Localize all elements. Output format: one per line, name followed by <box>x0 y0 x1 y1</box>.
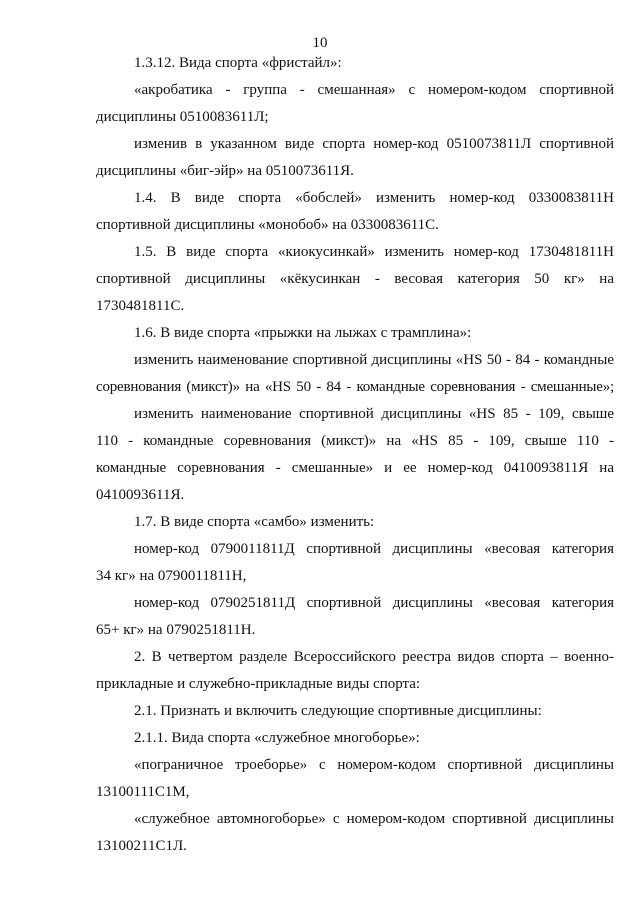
page-number: 10 <box>312 35 328 51</box>
text-line: изменить наименование спортивной дисциплины «HS 85 - 109, свыше <box>134 406 614 422</box>
text-line: 1.3.12. Вида спорта «фристайл»: <box>134 55 342 71</box>
paragraph-1-3-12 <box>96 50 614 77</box>
text-line: изменить наименование спортивной дисциплины «HS 50 - 84 - командные <box>134 352 614 368</box>
text-line: 13100211С1Л. <box>96 838 187 854</box>
text-line: 1.5. В виде спорта «киокусинкай» изменить номер-код 1730481811Н <box>134 244 614 260</box>
document-body <box>96 50 614 860</box>
text-line: спортивной дисциплины «монобоб» на 0330083611С. <box>96 217 439 233</box>
text-line: соревнования (микст)» на «HS 50 - 84 - командные соревнования - смешанные»; <box>96 379 614 395</box>
text-line: 0410093611Я. <box>96 487 185 503</box>
paragraph-sambo-34 <box>96 536 614 590</box>
text-line: дисциплины «биг-эйр» на 0510073611Я. <box>96 163 354 179</box>
text-line: изменив в указанном виде спорта номер-код 0510073811Л спортивной <box>134 136 614 152</box>
paragraph-border-triathlon <box>96 752 614 806</box>
text-line: «акробатика - группа - смешанная» с номером-кодом спортивной <box>134 82 614 98</box>
text-line: 1.6. В виде спорта «прыжки на лыжах с трамплина»: <box>134 325 472 341</box>
text-line: 13100111С1М, <box>96 784 190 800</box>
text-line: спортивной дисциплины «кёкусинкан - весовая категория 50 кг» на <box>96 271 614 287</box>
text-line: 1730481811С. <box>96 298 185 314</box>
paragraph-big-air <box>96 131 614 185</box>
text-line: командные соревнования - смешанные» и ее номер-код 0410093811Я на <box>96 460 614 476</box>
paragraph-2-1 <box>96 698 614 725</box>
text-line: 1.4. В виде спорта «бобслей» изменить номер-код 0330083811Н <box>134 190 614 206</box>
paragraph-1-6 <box>96 320 614 347</box>
paragraph-2-1-1 <box>96 725 614 752</box>
text-line: «служебное автомногоборье» с номером-кодом спортивной дисциплины <box>134 811 614 827</box>
text-line: номер-код 0790011811Д спортивной дисциплины «весовая категория <box>134 541 614 557</box>
text-line: прикладные и служебно-прикладные виды спорта: <box>96 676 421 692</box>
text-line: «пограничное троеборье» с номером-кодом спортивной дисциплины <box>134 757 614 773</box>
text-line: 1.7. В виде спорта «самбо» изменить: <box>134 514 375 530</box>
paragraph-hs-50-84 <box>96 347 614 401</box>
paragraph-1-4 <box>96 185 614 239</box>
text-line: 34 кг» на 0790011811Н, <box>96 568 247 584</box>
text-line: 65+ кг» на 0790251811Н. <box>96 622 256 638</box>
text-line: номер-код 0790251811Д спортивной дисциплины «весовая категория <box>134 595 614 611</box>
text-line: дисциплины 0510083611Л; <box>96 109 269 125</box>
paragraph-1-5 <box>96 239 614 320</box>
paragraph-hs-85-109 <box>96 401 614 509</box>
paragraph-sambo-65 <box>96 590 614 644</box>
paragraph-1-7 <box>96 509 614 536</box>
paragraph-auto-allround <box>96 806 614 860</box>
text-line: 110 - командные соревнования (микст)» на «HS 85 - 109, свыше 110 - <box>96 433 614 449</box>
text-line: 2.1. Признать и включить следующие спортивные дисциплины: <box>134 703 542 719</box>
text-line: 2.1.1. Вида спорта «служебное многоборье»: <box>134 730 420 746</box>
paragraph-section-2 <box>96 644 614 698</box>
text-line: 2. В четвертом разделе Всероссийского реестра видов спорта – военно- <box>134 649 614 665</box>
paragraph-acrobatics <box>96 77 614 131</box>
